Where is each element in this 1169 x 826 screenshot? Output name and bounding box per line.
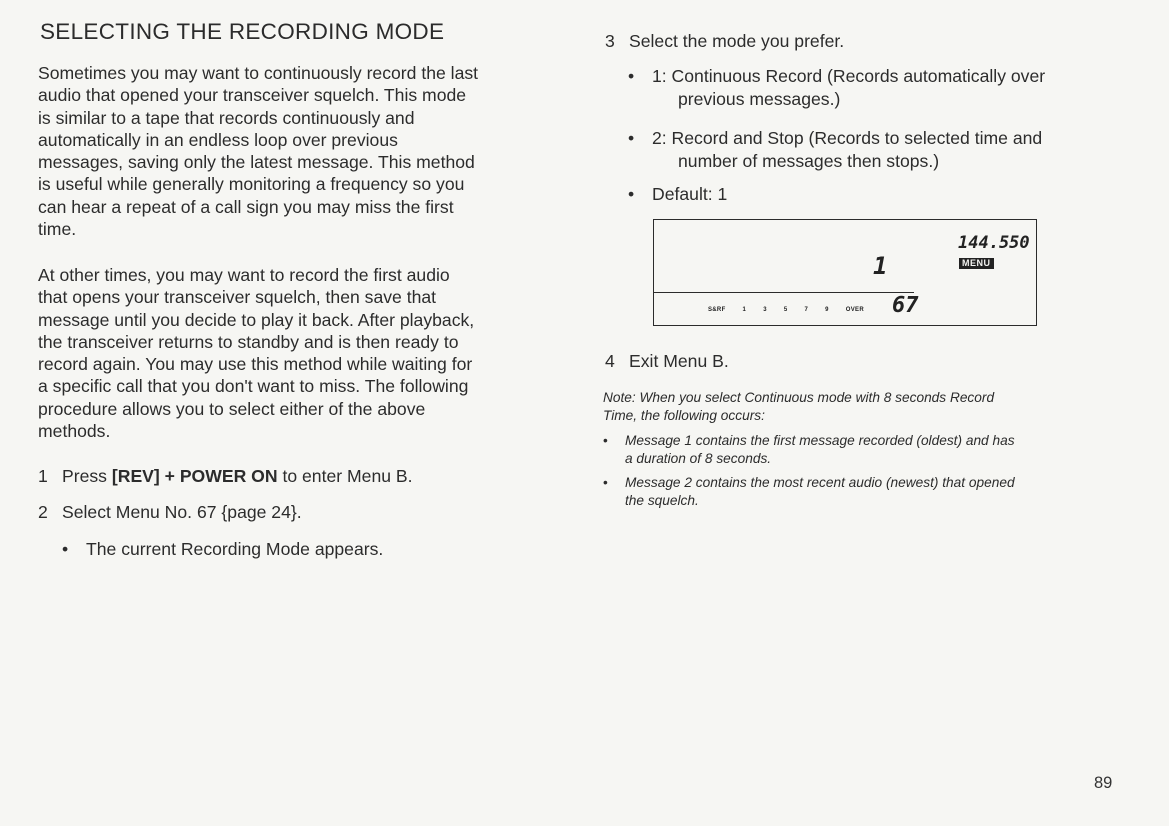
text-line: methods. xyxy=(38,421,111,442)
text-line: can hear a repeat of a call sign you may miss the first xyxy=(38,196,454,217)
text-line: message until you decide to play it back. After playback, xyxy=(38,309,475,330)
bullet-text: The current Recording Mode appears. xyxy=(86,539,384,559)
lcd-frequency: 144.550 xyxy=(958,233,1030,253)
meter-label: S&RF xyxy=(708,307,726,313)
lcd-display xyxy=(653,219,1037,326)
bullet-icon: • xyxy=(62,539,69,559)
bullet-icon: • xyxy=(603,433,608,448)
text-line: automatically in an endless loop over previous xyxy=(38,129,398,150)
lcd-signal-meter xyxy=(708,307,881,313)
bullet-text: Default: 1 xyxy=(652,184,728,204)
bullet-text: previous messages.) xyxy=(678,88,841,109)
step-1 xyxy=(38,465,413,487)
text-line: the transceiver returns to standby and is then ready to xyxy=(38,331,459,352)
text-line: time. xyxy=(38,219,77,240)
meter-label: OVER xyxy=(845,307,864,313)
list-item xyxy=(628,65,1108,111)
intro-paragraph xyxy=(38,62,558,240)
text-line: At other times, you may want to record the first audio xyxy=(38,265,450,285)
step-text-pre: Press xyxy=(62,466,112,486)
note-bullet-text: the squelch. xyxy=(625,492,699,508)
step-number: 4 xyxy=(605,351,615,371)
step-text: Select Menu No. 67 {page 24}. xyxy=(62,502,302,522)
text-line: record again. You may use this method while waiting for xyxy=(38,354,473,375)
second-paragraph xyxy=(38,264,558,442)
step-2 xyxy=(38,501,302,523)
note-bullet-text: Message 2 contains the most recent audio (newest) that opened xyxy=(625,475,1015,490)
bullet-text: 2: Record and Stop (Records to selected time and xyxy=(652,128,1043,148)
bullet-icon: • xyxy=(628,184,635,204)
step-4 xyxy=(605,350,729,372)
bullet-text: number of messages then stops.) xyxy=(678,150,940,171)
bullet-icon: • xyxy=(628,128,635,148)
section-title: SELECTING THE RECORDING MODE xyxy=(40,19,445,44)
note-bullet-text: Message 1 contains the first message recorded (oldest) and has xyxy=(625,433,1015,448)
note-line: Time, the following occurs: xyxy=(603,407,765,423)
step-number: 3 xyxy=(605,31,615,51)
meter-label: 1 xyxy=(742,307,747,313)
step-number: 2 xyxy=(38,502,48,522)
key-combo: [REV] + POWER ON xyxy=(111,466,278,486)
lcd-menu-number: 67 xyxy=(892,293,919,318)
bullet-icon: • xyxy=(628,66,635,86)
meter-label: 9 xyxy=(825,307,829,313)
step-text: Exit Menu B. xyxy=(629,351,729,371)
step-text-post: to enter Menu B. xyxy=(277,466,413,486)
meter-label: 7 xyxy=(804,307,809,313)
text-line: messages, saving only the latest message. This method xyxy=(38,152,475,173)
lcd-menu-badge: MENU xyxy=(959,258,994,269)
text-line: audio that opened your transceiver squelch. This mode xyxy=(38,85,467,106)
note-bullet-text: a duration of 8 seconds. xyxy=(625,450,772,466)
text-line: procedure allows you to select either of the above xyxy=(38,398,426,419)
step-text: Select the mode you prefer. xyxy=(629,31,845,51)
note-line: Note: When you select Continuous mode with 8 seconds Record xyxy=(603,390,995,405)
text-line: Sometimes you may want to continuously record the last xyxy=(38,63,479,83)
meter-label: 5 xyxy=(783,307,788,313)
text-line: that opens your transceiver squelch, then save that xyxy=(38,287,437,308)
step-3 xyxy=(605,30,844,52)
bullet-icon: • xyxy=(603,475,608,490)
text-line: is useful while generally monitoring a frequency so you xyxy=(38,174,465,195)
note-intro xyxy=(603,389,994,424)
text-line: is similar to a tape that records continuously and xyxy=(38,107,415,128)
bullet-text: 1: Continuous Record (Records automatically over xyxy=(652,66,1046,86)
lcd-value: 1 xyxy=(873,252,888,280)
meter-label: 3 xyxy=(763,307,767,313)
step-number: 1 xyxy=(38,466,48,486)
text-line: a specific call that you don't want to miss. The following xyxy=(38,376,469,397)
page-number: 89 xyxy=(1094,774,1113,792)
list-item xyxy=(628,127,1108,173)
lcd-divider xyxy=(654,292,914,293)
